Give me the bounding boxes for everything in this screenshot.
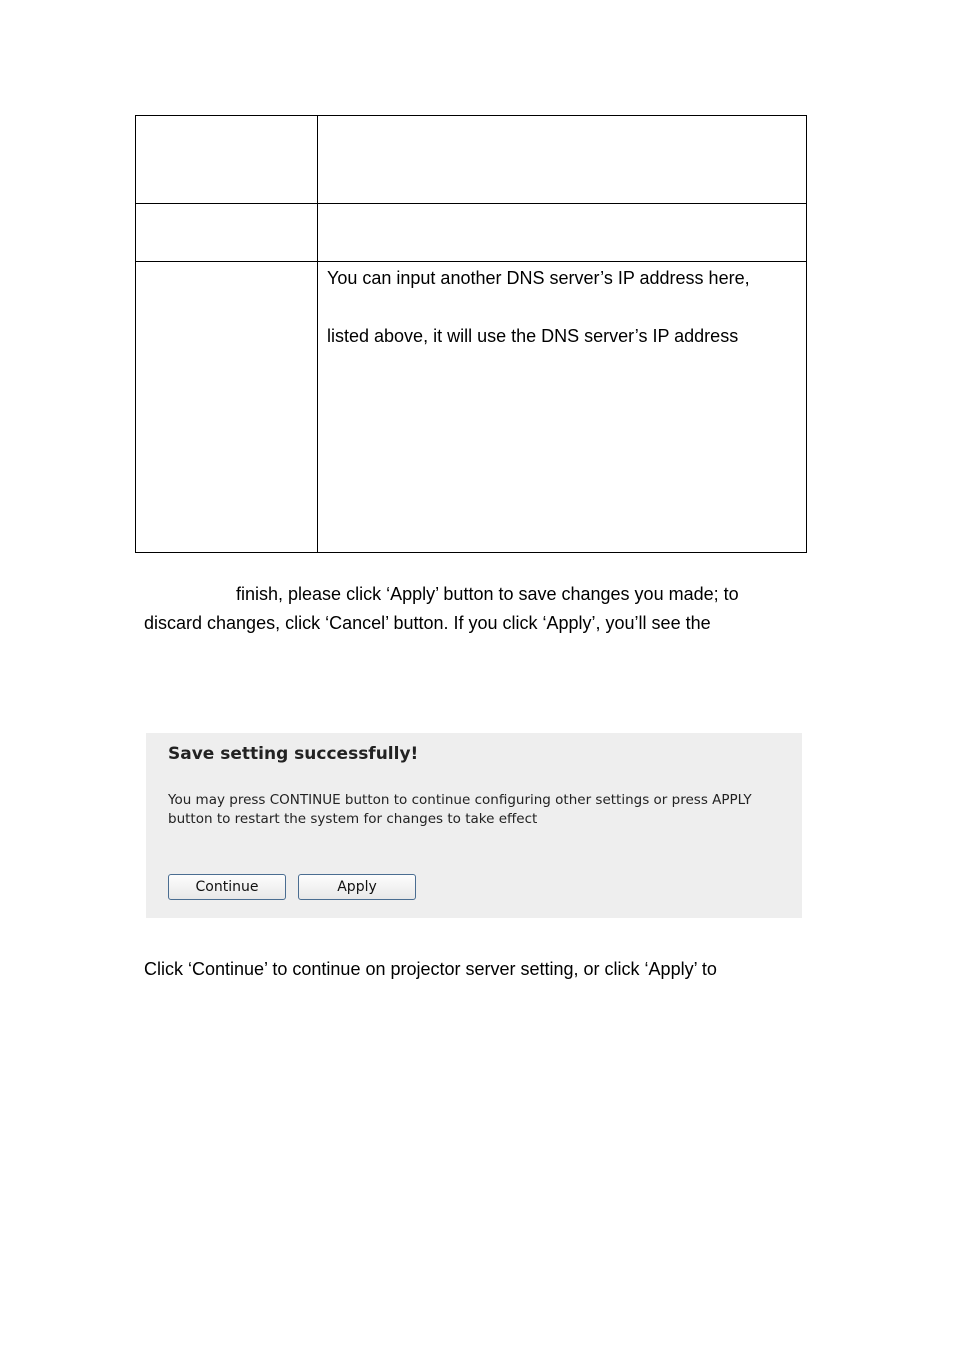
apply-instructions-line-1: finish, please click ‘Apply’ button to save changes you made; to <box>236 584 739 604</box>
table-label-cell <box>136 262 318 553</box>
dns-description-line: listed above, it will use the DNS server’s IP address <box>327 326 739 346</box>
apply-button[interactable]: Apply <box>298 874 416 900</box>
dialog-message-line-2: button to restart the system for changes to take effect <box>168 811 538 827</box>
dns-description-line: You can input another DNS server’s IP address here, <box>327 268 750 288</box>
table-description-cell <box>318 204 807 262</box>
dialog-message <box>168 791 752 829</box>
table-row <box>136 262 807 553</box>
continue-button[interactable]: Continue <box>168 874 286 900</box>
table-row <box>136 204 807 262</box>
table-description-cell <box>318 262 807 553</box>
table-label-cell <box>136 204 318 262</box>
table-label-cell <box>136 116 318 204</box>
table-description-cell <box>318 116 807 204</box>
continue-instructions: Click ‘Continue’ to continue on projector server setting, or click ‘Apply’ to <box>144 959 717 979</box>
settings-description-table <box>135 115 807 553</box>
dns-description-line <box>327 293 806 322</box>
dialog-title: Save setting successfully! <box>168 744 419 764</box>
apply-instructions-line-2: discard changes, click ‘Cancel’ button. If you click ‘Apply’, you’ll see the <box>144 613 711 633</box>
dialog-message-line-1: You may press CONTINUE button to continue configuring other settings or press APPLY <box>168 792 752 808</box>
save-success-dialog <box>146 733 802 918</box>
table-row <box>136 116 807 204</box>
